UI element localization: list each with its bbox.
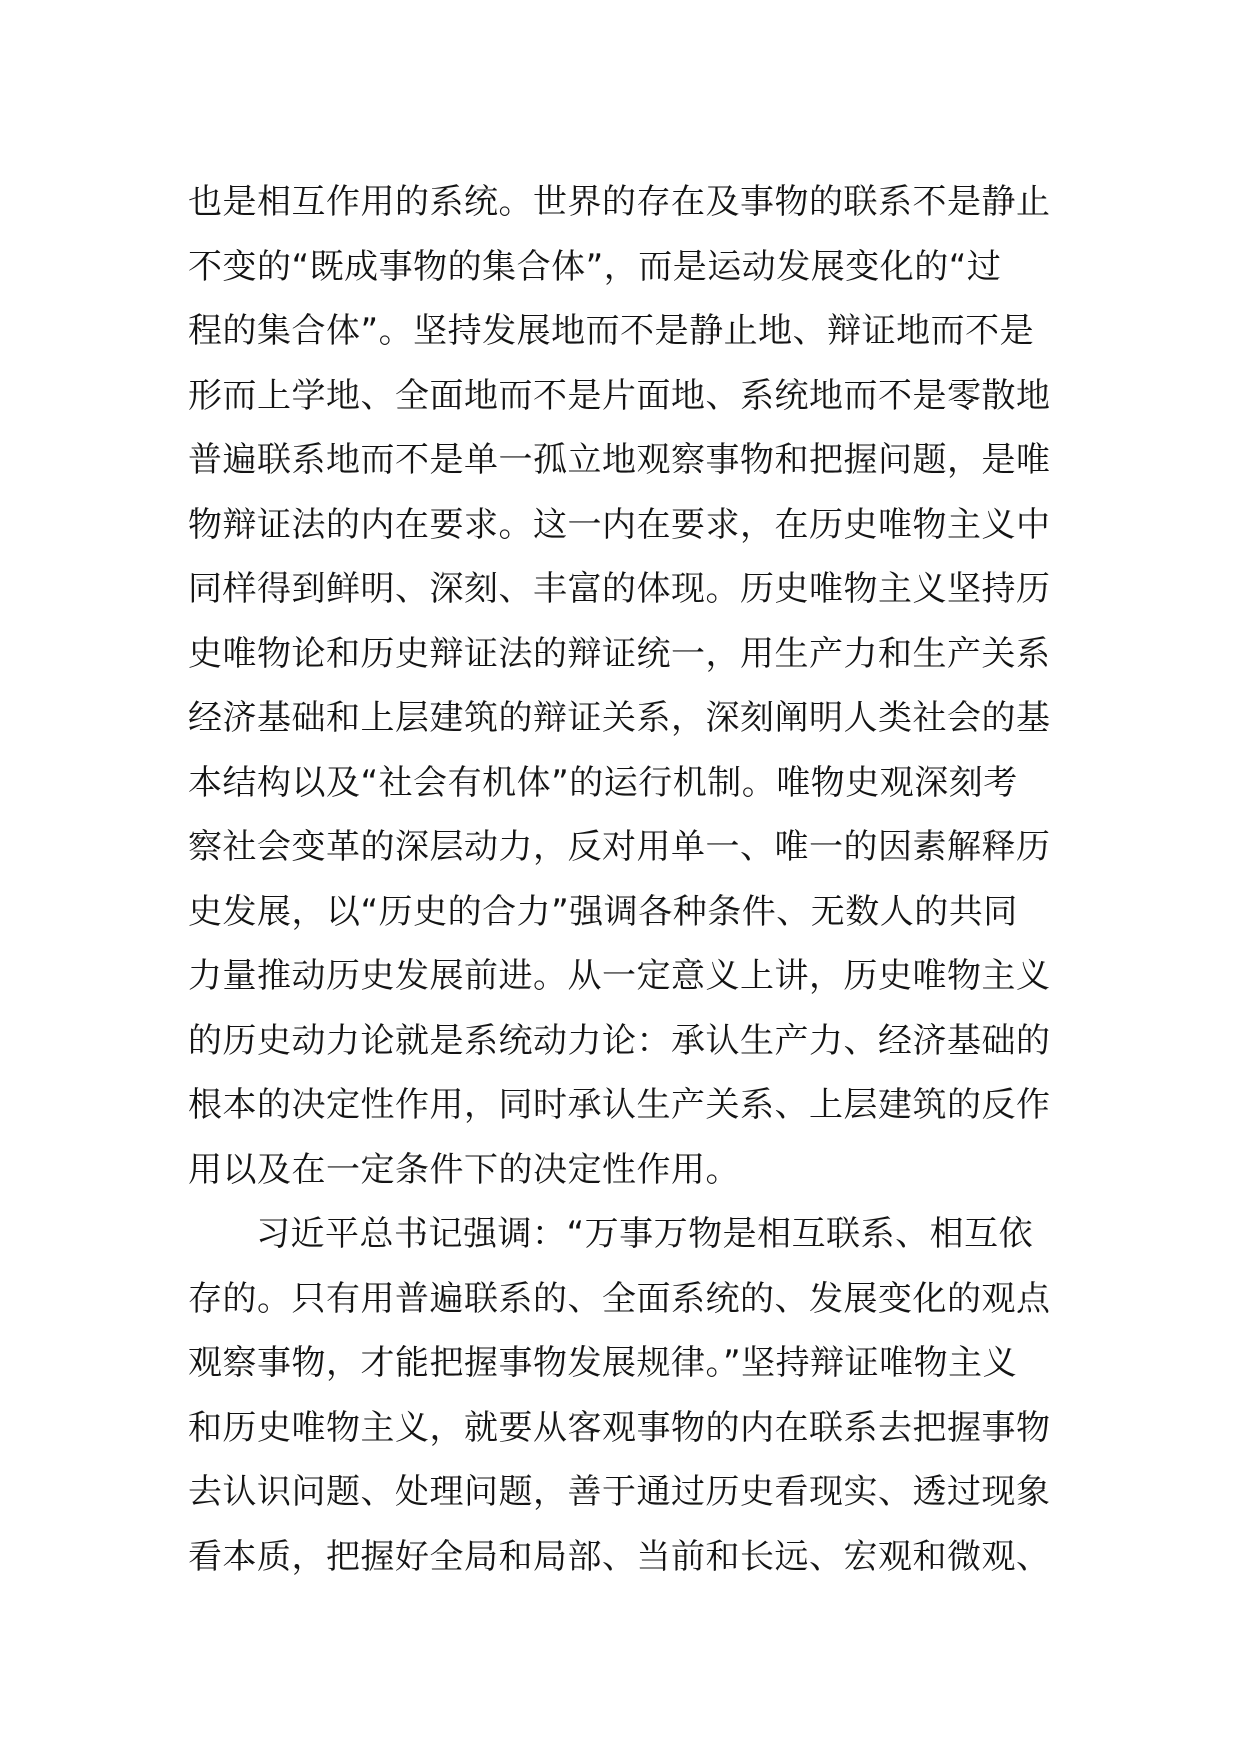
text-line: 同样得到鲜明、深刻、丰富的体现。历史唯物主义坚持历 [188, 569, 1051, 609]
text-line: 存的。只有用普遍联系的、全面系统的、发展变化的观点 [188, 1278, 1051, 1319]
body-text [188, 170, 1058, 1589]
text-line: 习近平总书记强调：“万事万物是相互联系、相互依 [256, 1214, 1034, 1254]
text-line: 根本的决定性作用，同时承认生产关系、上层建筑的反作 [188, 1085, 1051, 1125]
text-line: 不变的“既成事物的集合体”，而是运动发展变化的“过 [188, 246, 1002, 287]
text-line: 也是相互作用的系统。世界的存在及事物的联系不是静止 [188, 182, 1051, 222]
text-line: 经济基础和上层建筑的辩证关系，深刻阐明人类社会的基 [188, 698, 1051, 738]
text-line: 和历史唯物主义，就要从客观事物的内在联系去把握事物 [188, 1407, 1051, 1448]
text-line: 去认识问题、处理问题，善于通过历史看现实、透过现象 [188, 1472, 1051, 1512]
text-line: 用以及在一定条件下的决定性作用。 [188, 1149, 740, 1190]
text-line: 史发展，以“历史的合力”强调各种条件、无数人的共同 [188, 891, 1018, 932]
text-line: 的历史动力论就是系统动力论：承认生产力、经济基础的 [188, 1020, 1051, 1061]
text-line: 程的集合体”。坚持发展地而不是静止地、辩证地而不是 [188, 311, 1035, 351]
text-line: 察社会变革的深层动力，反对用单一、唯一的因素解释历 [188, 827, 1051, 867]
text-line: 力量推动历史发展前进。从一定意义上讲，历史唯物主义 [188, 956, 1051, 996]
text-line: 普遍联系地而不是单一孤立地观察事物和把握问题，是唯 [188, 440, 1051, 480]
paragraph-1 [188, 170, 1058, 1202]
paragraph-2 [188, 1202, 1058, 1589]
text-line: 本结构以及“社会有机体”的运行机制。唯物史观深刻考 [188, 762, 1018, 803]
text-line: 看本质，把握好全局和局部、当前和长远、宏观和微观、 [188, 1536, 1051, 1577]
text-line: 物辩证法的内在要求。这一内在要求，在历史唯物主义中 [188, 504, 1051, 545]
text-line: 观察事物，才能把握事物发展规律。”坚持辩证唯物主义 [188, 1343, 1018, 1383]
text-line: 史唯物论和历史辩证法的辩证统一，用生产力和生产关系 [188, 633, 1051, 674]
text-line: 形而上学地、全面地而不是片面地、系统地而不是零散地 [188, 375, 1051, 416]
